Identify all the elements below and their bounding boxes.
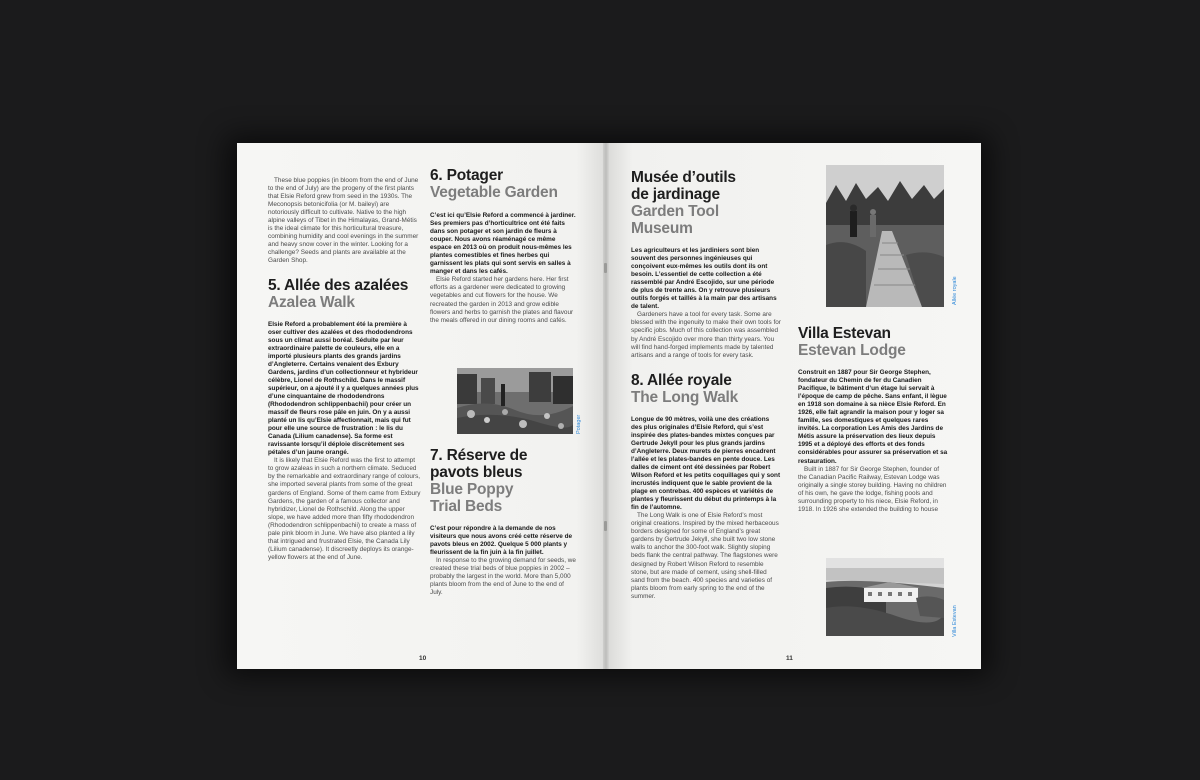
museum-text-en: Gardeners have a tool for every task. Some are blessed with the ingenuity to make their own tools for specific jobs. Much of this collection was assembled by André Escojido over more than thirty years. You will find hand-forged implements made by talented artisans and a range of tools for every task. <box>631 311 781 359</box>
garden-photo-image <box>457 368 573 434</box>
page-number-right: 11 <box>786 655 793 662</box>
section-8-text-en: The Long Walk is one of Elsie Reford’s most original creations. Inspired by the mixed herbaceous borders designed for some of England’s great gardens by Gertrude Jekyll, she built two low stone walls to anchor the 300-foot walk. Slightly sloping beds flank the central pathway. The flagstones were designed by Robert Wilson Reford to resemble stone, but are made of cement, using shell-filled sand from the beach. 400 species and varieties of plants bloom from early spring to the end of the summer. <box>631 512 779 600</box>
section-7-title-fr-line1: 7. Réserve de <box>430 447 528 464</box>
page-number-left: 10 <box>419 655 427 662</box>
section-6-title-fr: 6. Potager <box>430 167 503 184</box>
long-walk-photo-caption: Allée royale <box>952 276 958 305</box>
section-8-text-fr: Longue de 90 mètres, voilà une des créations des plus originales d’Elsie Reford, qui s’est inspirée des plates-bandes mixtes conçues par Gertrude Jekyll pour les plus grands jardins d’Angleterre. Deux murets de pierres encadrent l’allée et les plates-bandes en pente douce. Les dalles de ciment ont été dessinées par Robert Wilson Reford et les petits coquillages qui y sont incrustés indiquent que le sable provient de la plage en contrebas. 400 espèces et variétés de plantes y fleurissent du début du printemps à la fin de l’automne. <box>631 415 781 512</box>
section-5-title-fr: 5. Allée des azalées <box>268 276 409 294</box>
museum-text-fr: Les agriculteurs et les jardiniers sont bien souvent des personnes ingénieuses qui conçoivent eux-mêmes les outils dont ils ont besoin. L’essentiel de cette collection a été rassemblé par André Escojido, sur une période de plus de trente ans. On y retrouve plusieurs outils forgés et taillés à la main par des artisans de talent. <box>631 247 777 311</box>
left-page <box>237 143 606 669</box>
long-walk-photo-image <box>826 165 944 307</box>
section-5-text-en: It is likely that Elsie Reford was the first to attempt to grow azaleas in such a northern climate. Seduced by the remarkable and extraordinary range of colours, she imported several plants from some of the great gardens of England. Some of them came from Exbury Gardens, the garden of a famous collector and hybridizer, Lionel de Rothschild. Along the upper slope, we have added more than fifty rhododendron (Rhododendron schlippenbachii) to create a mass of pale pink bloom in June. We have also planted a lily that intrigued and frustrated Elsie, the Canada Lily (Lilium canadense). It discreetly deploys its orange-yellow flowers at the end of June. <box>268 457 421 561</box>
section-7-text-en: In response to the growing demand for seeds, we created these trial beds of blue poppies in 2002 – probably the largest in the world. More than 5,000 plants bloom from the end of June to the end of July. <box>430 557 576 597</box>
museum-title-fr-line1: Musée d’outils <box>631 169 736 186</box>
museum-title-en-line1: Garden Tool <box>631 203 719 220</box>
long-walk-photo <box>826 165 944 307</box>
potager-photo-caption: Potager <box>576 414 582 434</box>
section-7-title-fr-line2: pavots bleus <box>430 464 523 481</box>
section-7 <box>430 447 578 597</box>
museum-title-en-line2: Museum <box>631 220 693 237</box>
section-8-title-en: The Long Walk <box>631 388 739 406</box>
section-6-title-en: Vegetable Garden <box>430 184 558 201</box>
villa-title-en: Estevan Lodge <box>798 342 906 359</box>
staple-top <box>604 263 607 273</box>
staple-bottom <box>604 521 607 531</box>
villa-text-fr: Construit en 1887 pour Sir George Stephen, fondateur du Chemin de fer du Canadien Pacifique, le bâtiment d’un étage lui servait à l’époque de camp de pêche. Sans enfant, il lègue en 1918 son domaine à sa nièce Elsie Reford. En 1926, elle fait agrandir la maison pour y loger sa famille, ses domestiques et quelques rares invités. La corporation Les Amis des Jardins de Métis assure la préservation des lieux depuis 1995 et a déployé des efforts et des fonds considérables pour assurer sa préservation et sa restauration. <box>798 369 948 465</box>
section-6-text-en: Elsie Reford started her gardens here. Her first efforts as a gardener were dedicated to growing vegetables and cut flowers for the house. We recreated the garden in 2013 and grow edible flowers and herbs to garnish the plates and flavour the meals offered in our dining rooms and cafés. <box>430 276 574 324</box>
villa-photo-image <box>826 558 944 636</box>
villa-text-en: Built in 1887 for Sir George Stephen, founder of the Canadian Pacific Railway, Estevan Lodge was originally a single storey building. Having no children of his own, he gave the lodge, fishing pools and surrounding property to his niece, Elsie Reford, in 1918. In 1926 she extended the building to house <box>798 465 947 513</box>
booklet-gutter <box>603 143 609 669</box>
potager-photo <box>457 368 573 434</box>
section-7-text-fr: C’est pour répondre à la demande de nos visiteurs que nous avons créé cette réserve de pavots bleus en 2002. Quelque 5 000 plants y fleurissent de la fin juin à la fin juillet. <box>430 525 573 557</box>
right-page <box>606 143 981 669</box>
section-6-text-fr: C’est ici qu’Elsie Reford a commencé à jardiner. Ses premiers pas d’horticultrice ont été faits dans son potager et son jardin de fleurs à couper. Nous avons réaménagé ce même espace en 2013 où on produit nous-mêmes les plantes comestibles et fines herbes qui garnissent les plats qui sont servis en salles à manger et dans les cafés. <box>430 212 576 276</box>
section-8-title-fr: 8. Allée royale <box>631 371 732 389</box>
museum-title-fr-line2: de jardinage <box>631 186 720 203</box>
villa-estevan-photo <box>826 558 944 636</box>
villa-photo-caption: Villa Estevan <box>952 605 958 637</box>
villa-estevan-section <box>798 325 948 514</box>
section-7-title-en-line1: Blue Poppy <box>430 481 514 498</box>
section-5-title-en: Azalea Walk <box>268 293 355 311</box>
section-5-text-fr: Elsie Reford a probablement été la première à oser cultiver des azalées et des rhododendrons sous un climat aussi boréal. Séduite par leur extraordinaire palette de couleurs, elle en a importé plusieurs plants des grands jardins d’Angleterre. Certains venaient des Exbury Gardens, jardins d’un collectionneur et hybrideur célèbre, Lionel de Rothschild. Dans le massif supérieur, on a ajouté il y a quelques années plus d’une cinquantaine de rhododendrons (Rhododendron schlippenbachii) pour créer un massif de fleurs rose pâle en juin. On y a aussi planté un lis qu’Elsie affectionnait, mais qui fut pour elle une source de frustration : le lis du Canada (Lilium canadense). Sa forme est ravissante lorsqu’il déploie discrètement ses pétales d’un jaune orangé. <box>268 320 419 457</box>
left-column-1 <box>268 177 421 562</box>
intro-paragraph-en: These blue poppies (in bloom from the end of June to the end of July) are the progeny of the first plants that Elsie Reford grew from seed in the 1930s. The Meconopsis betonicifolia (or M. baileyi) are notoriously difficult to cultivate. Native to the high alpine valleys of Tibet in the Himalayas, Grand-Métis is the ideal climate for this horticultural treasure, combining humidity and cool evenings in the summer and heavy snow cover in the winter. Looking for a challenge? Seeds and plants are available at the Garden Shop. <box>268 177 419 265</box>
villa-title-fr: Villa Estevan <box>798 325 891 342</box>
right-column-1 <box>631 169 781 601</box>
section-7-title-en-line2: Trial Beds <box>430 498 503 515</box>
left-column-2 <box>430 167 578 325</box>
